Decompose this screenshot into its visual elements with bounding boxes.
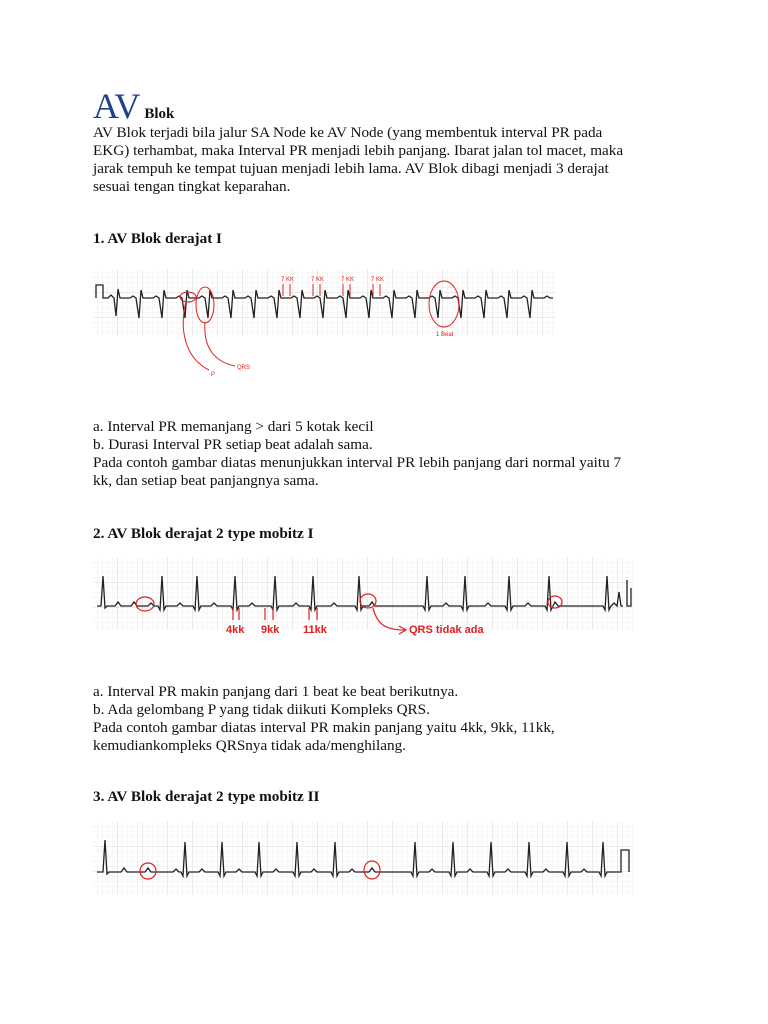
- section-3-heading: 3. AV Blok derajat 2 type mobitz II: [93, 788, 320, 805]
- beat-label: 1 Beat: [436, 332, 454, 338]
- section-2-line: kemudiankompleks QRSnya tidak ada/menghilang.: [93, 737, 406, 754]
- qrs-absent-label: QRS tidak ada: [409, 624, 484, 636]
- qrs-label: QRS: [237, 365, 251, 371]
- pr-label-2: 9kk: [261, 624, 280, 636]
- section-1-line: kk, dan setiap beat panjangnya sama.: [93, 472, 319, 489]
- document-title: [93, 88, 174, 124]
- section-2-line: Pada contoh gambar diatas interval PR makin panjang yaitu 4kk, 9kk, 11kk,: [93, 719, 555, 736]
- pr-label-4: 7 KK: [371, 277, 385, 283]
- intro-paragraph: [93, 124, 683, 196]
- p-label: P: [211, 372, 216, 378]
- section-2-line: b. Ada gelombang P yang tidak diikuti Kompleks QRS.: [93, 701, 430, 718]
- title-main: AV: [93, 86, 141, 126]
- pr-label-1: 4kk: [226, 624, 245, 636]
- section-2-line: a. Interval PR makin panjang dari 1 beat ke beat berikutnya.: [93, 683, 459, 700]
- section-1-heading: 1. AV Blok derajat I: [93, 230, 222, 247]
- section-1-line: b. Durasi Interval PR setiap beat adalah sama.: [93, 436, 373, 453]
- intro-line: sesuai tengan tingkat keparahan.: [93, 178, 291, 195]
- section-1-line: a. Interval PR memanjang > dari 5 kotak kecil: [93, 418, 374, 435]
- pr-label-1: 7 KK: [281, 277, 295, 283]
- section-2-heading: 2. AV Blok derajat 2 type mobitz I: [93, 525, 314, 542]
- section-2-text: [93, 683, 683, 755]
- ecg-figure-1: [93, 268, 558, 380]
- pr-label-3: 7 KK: [341, 277, 355, 283]
- ecg-figure-2: [93, 558, 635, 638]
- intro-line: EKG) terhambat, maka Interval PR menjadi lebih panjang. Ibarat jalan tol macet, maka: [93, 142, 624, 159]
- pr-label-3: 11kk: [303, 624, 327, 636]
- title-sub: Blok: [144, 106, 175, 122]
- intro-line: jarak tempuh ke tempat tujuan menjadi lebih lama. AV Blok dibagi menjadi 3 derajat: [93, 160, 609, 177]
- ecg-figure-3: [93, 822, 635, 897]
- intro-line: AV Blok terjadi bila jalur SA Node ke AV Node (yang membentuk interval PR pada: [93, 124, 603, 141]
- pr-label-2: 7 KK: [311, 277, 325, 283]
- section-1-line: Pada contoh gambar diatas menunjukkan interval PR lebih panjang dari normal yaitu 7: [93, 454, 622, 471]
- section-1-text: [93, 418, 683, 490]
